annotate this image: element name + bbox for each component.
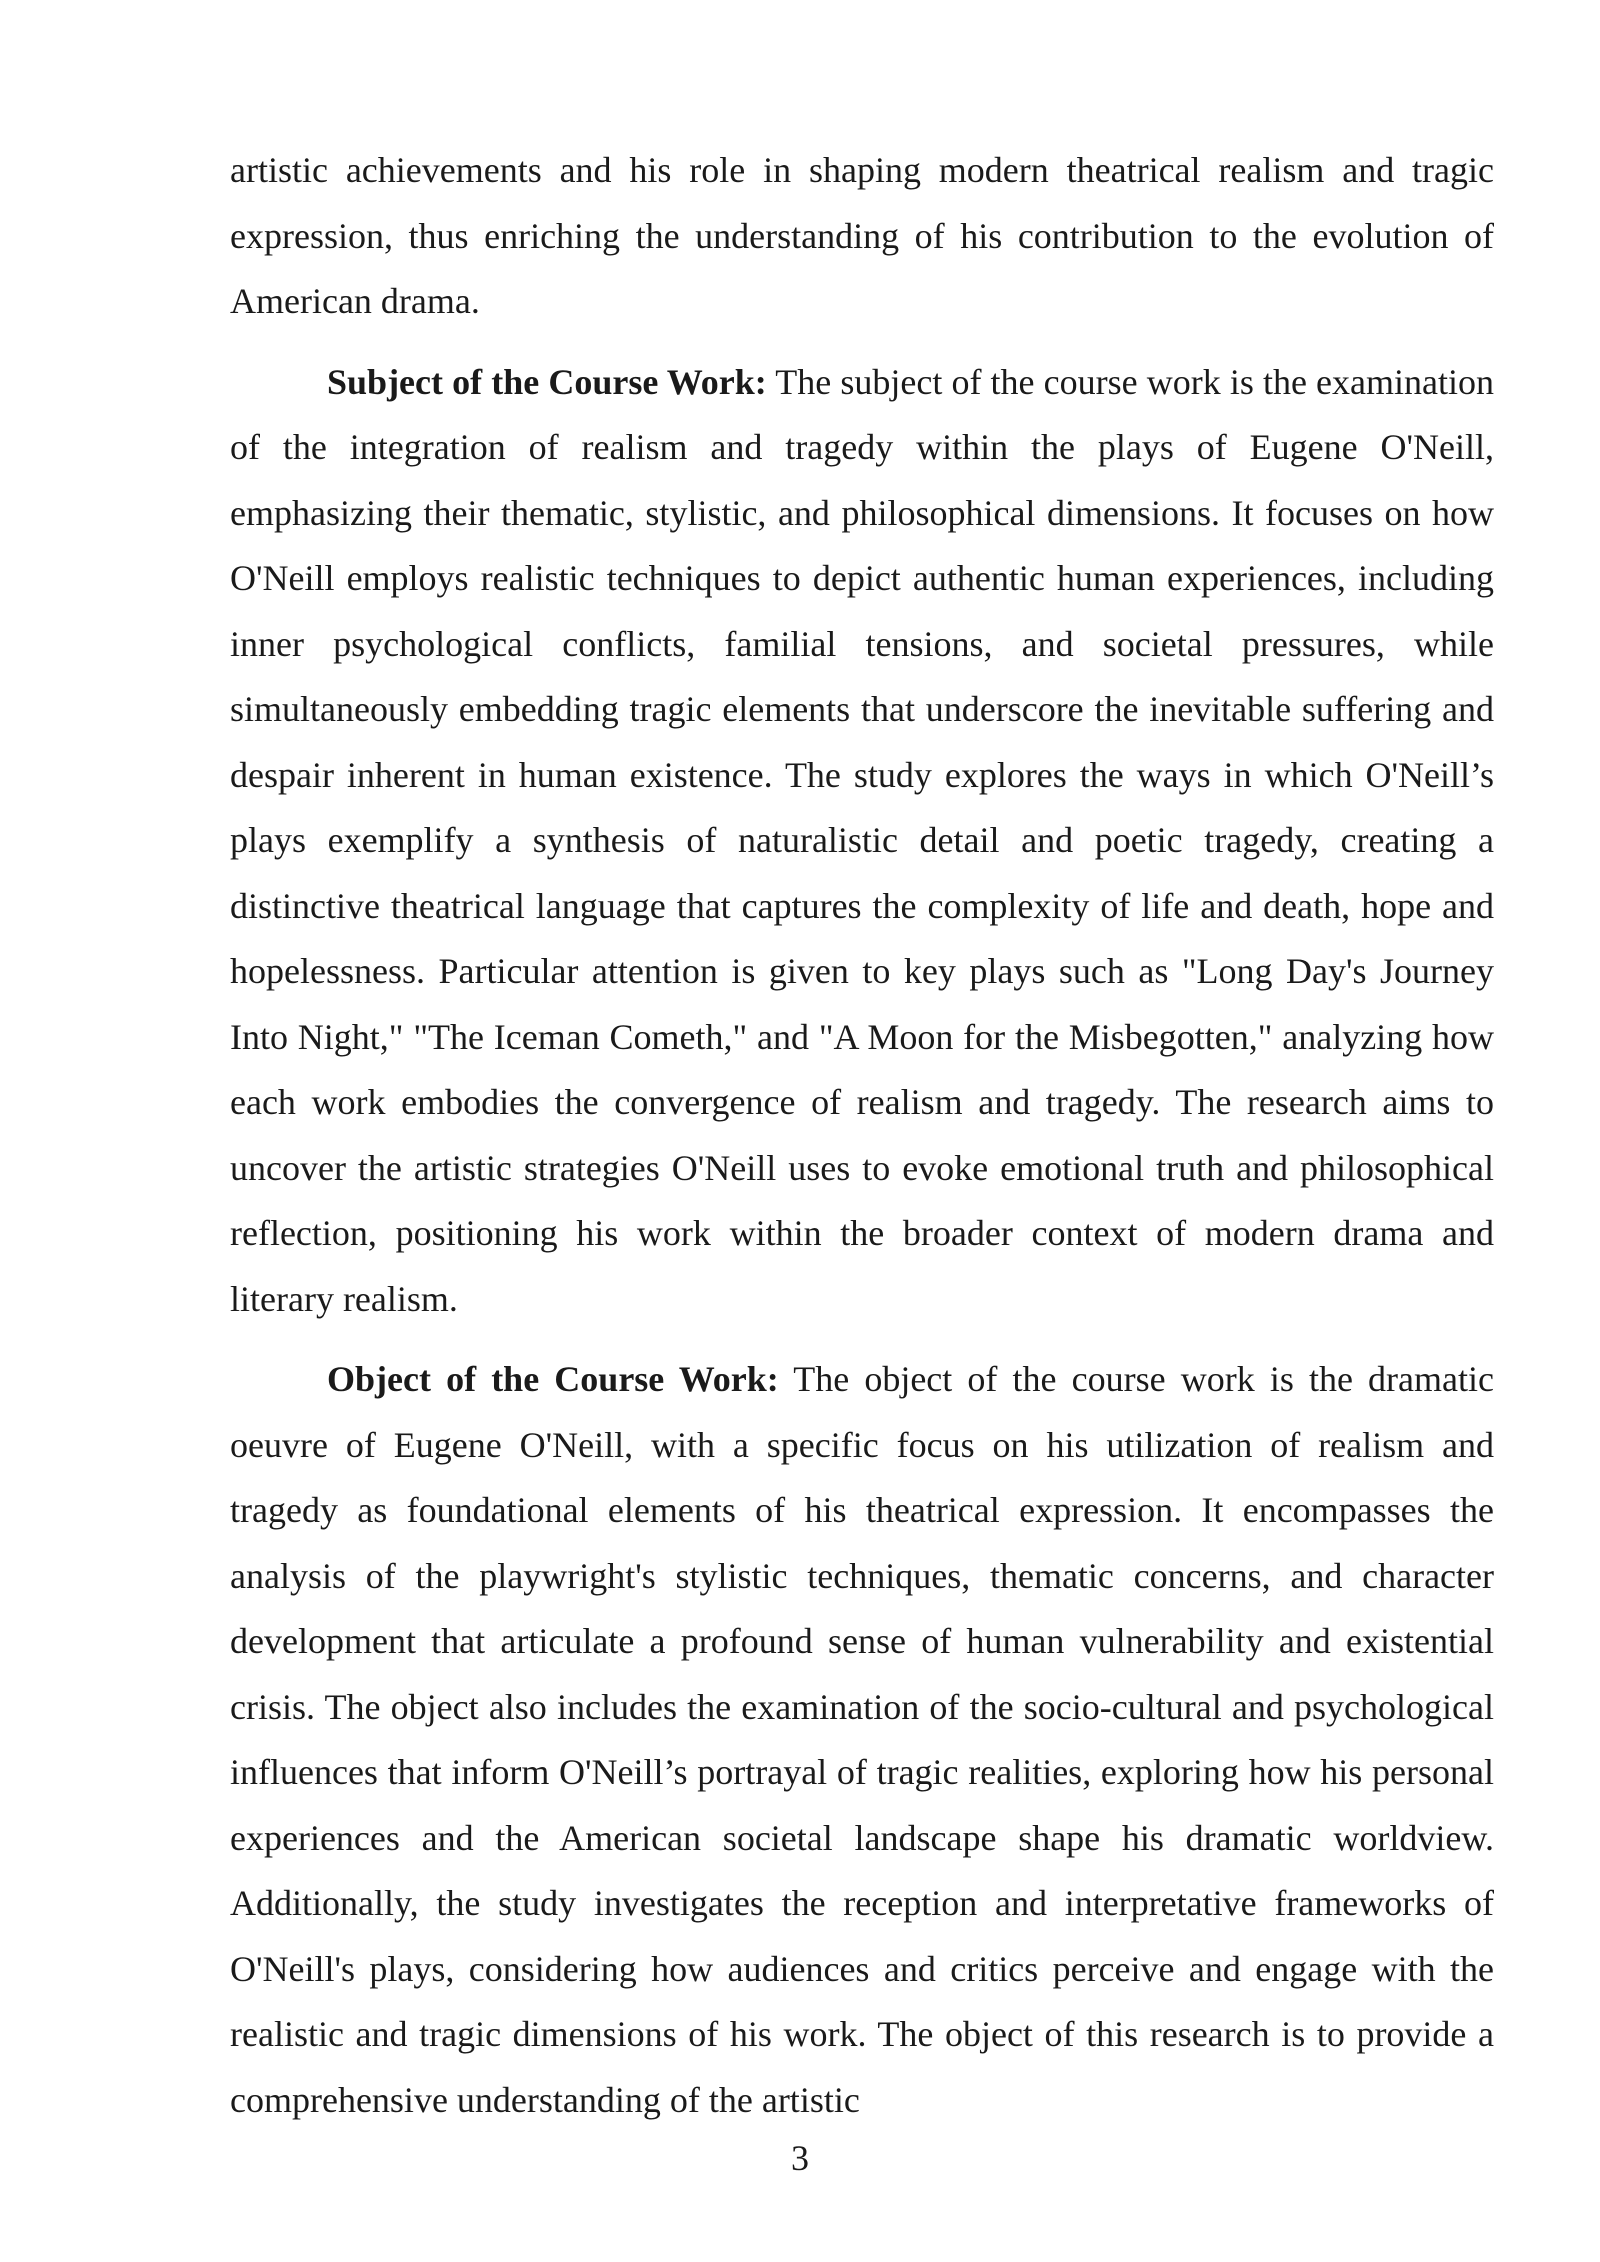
object-paragraph — [230, 1347, 1494, 2133]
subject-heading: Subject of the Course Work: — [327, 361, 767, 402]
subject-paragraph — [230, 350, 1494, 1333]
subject-body: The subject of the course work is the examination of the integration of realism and tragedy within the plays of Eugene O'Neill, emphasizing their thematic, stylistic, and philosophical dimensions. It focuses on how O'Neill employs realistic techniques to depict authentic human experiences, including inner psychological conflicts, familial tensions, and societal pressures, while simultaneously embedding tragic elements that underscore the inevitable suffering and despair inherent in human existence. The study explores the ways in which O'Neill’s plays exemplify a synthesis of naturalistic detail and poetic tragedy, creating a distinctive theatrical language that captures the complexity of life and death, hope and hopelessness. Particular attention is given to key plays such as "Long Day's Journey Into Night," "The Iceman Cometh," and "A Moon for the Misbegotten," analyzing how each work embodies the convergence of realism and tragedy. The research aims to uncover the artistic strategies O'Neill uses to evoke emotional truth and philosophical reflection, positioning his work within the broader context of modern drama and literary realism. — [230, 361, 1495, 1319]
page-number: 3 — [791, 2138, 809, 2178]
body-text — [230, 138, 1494, 2133]
object-body: The object of the course work is the dramatic oeuvre of Eugene O'Neill, with a specific focus on his utilization of realism and tragedy as foundational elements of his theatrical expression. It encompasses the analysis of the playwright's stylistic techniques, thematic concerns, and character development that articulate a profound sense of human vulnerability and existential crisis. The object also includes the examination of the socio-cultural and psychological influences that inform O'Neill’s portrayal of tragic realities, exploring how his personal experiences and the American societal landscape shape his dramatic worldview. Additionally, the study investigates the reception and interpretative frameworks of O'Neill's plays, considering how audiences and critics perceive and engage with the realistic and tragic dimensions of his work. The object of this research is to provide a comprehensive understanding of the artistic — [230, 1359, 1494, 2120]
opening-paragraph: artistic achievements and his role in shaping modern theatrical realism and tragic expression, thus enriching the understanding of his contribution to the evolution of American drama. — [230, 150, 1494, 321]
object-heading: Object of the Course Work: — [327, 1359, 779, 1399]
